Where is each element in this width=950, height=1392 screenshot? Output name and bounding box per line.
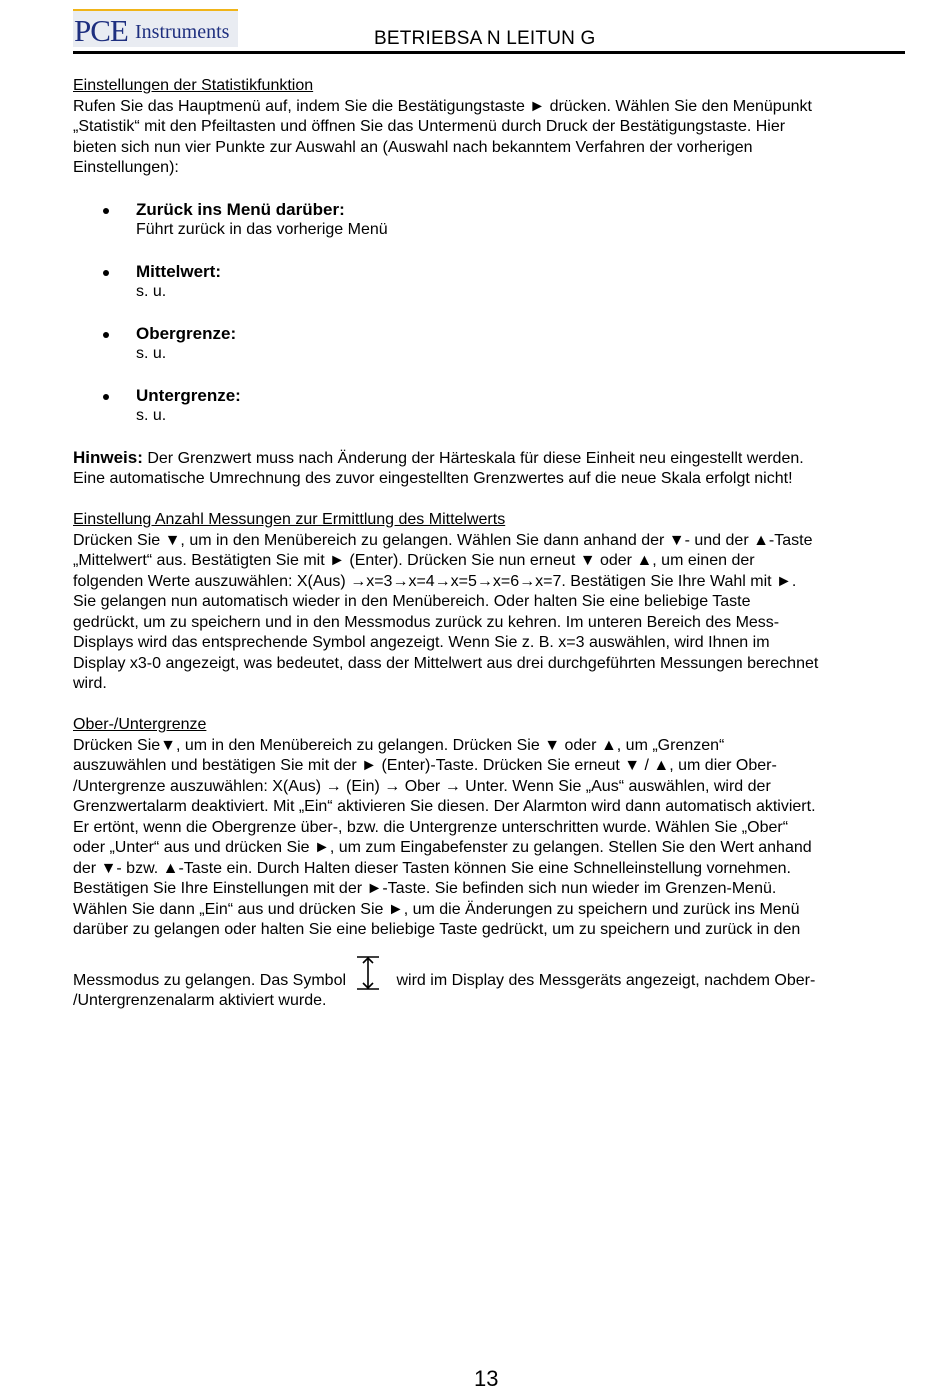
paragraph-line: wird. (73, 675, 107, 692)
paragraph-line: Displays wird das entsprechende Symbol angezeigt. Wenn Sie z. B. x=3 auswählen, wird Ihnen im (73, 634, 770, 651)
spacer (73, 695, 905, 716)
bullet-icon (103, 208, 109, 214)
paragraph-line: Grenzwertalarm deaktiviert. Mit „Ein“ aktivieren Sie diesen. Der Alarmton wird dann automatisch aktiviert. (73, 798, 816, 815)
hinweis-label: Hinweis: (73, 447, 143, 467)
paragraph-line: Wählen Sie dann „Ein“ aus und drücken Sie ►, um die Änderungen zu speichern und zurück ins Menü (73, 900, 800, 918)
paragraph-line: Einstellungen): (73, 159, 179, 176)
paragraph-line: Rufen Sie das Hauptmenü auf, indem Sie die Bestätigungstaste ► drücken. Wählen Sie den Menüpunkt (73, 97, 812, 115)
spacer (73, 490, 905, 511)
section-heading-grenze: Ober-/Untergrenze (73, 716, 207, 733)
section-heading-statistik: Einstellungen der Statistikfunktion (73, 77, 314, 94)
option-description: s. u. (136, 345, 167, 362)
section-heading-mittelwert: Einstellung Anzahl Messungen zur Ermittlung des Mittelwerts (73, 511, 506, 528)
paragraph-line: auszuwählen und bestätigen Sie mit der ► (Enter)-Taste. Drücken Sie erneut ▼ / ▲, um dier Ober- (73, 757, 777, 774)
symbol-text-after: wird im Display des Messgeräts angezeigt, nachdem Ober- (392, 971, 816, 989)
paragraph-line: „Mittelwert“ aus. Bestätigten Sie mit ► (Enter). Drücken Sie nun erneut ▼ oder ▲, um einen der (73, 552, 755, 569)
list-item (73, 262, 905, 303)
limit-range-icon (354, 955, 382, 991)
paragraph-line: Drücken Sie▼, um in den Menübereich zu gelangen. Drücken Sie ▼ oder ▲, um „Grenzen“ (73, 736, 725, 754)
bullet-icon (103, 332, 109, 338)
paragraph-line: /Untergrenze auszuwählen: X(Aus) → (Ein) → Ober → Unter. Wenn Sie „Aus“ auswählen, wird der (73, 777, 771, 795)
paragraph-line: folgenden Werte auszuwählen: X(Aus) →x=3→x=4→x=5→x=6→x=7. Bestätigen Sie Ihre Wahl mit ►. (73, 572, 797, 590)
paragraph-line: Bestätigen Sie Ihre Einstellungen mit der ►-Taste. Sie befinden sich nun wieder im Grenzen-Menü. (73, 880, 777, 897)
statistik-options-list (73, 200, 905, 427)
hinweis-note (73, 448, 905, 470)
header-divider (73, 51, 905, 54)
symbol-sentence (73, 955, 905, 992)
page-number: 13 (474, 1366, 499, 1391)
paragraph-line: „Statistik“ mit den Pfeiltasten und öffnen Sie das Untermenü durch Druck der Bestätigungstaste. Hier (73, 118, 786, 135)
paragraph-line: oder „Unter“ aus und drücken Sie ►, um zum Eingabefenster zu gelangen. Stellen Sie den Wert anhand (73, 839, 812, 856)
bullet-icon (103, 270, 109, 276)
logo-pce-text: PCE (74, 13, 128, 48)
list-item (73, 200, 905, 241)
page-content (73, 76, 905, 1012)
paragraph-line: der ▼- bzw. ▲-Taste ein. Durch Halten dieser Tasten können Sie eine Schnelleinstellung vornehmen. (73, 859, 791, 877)
option-description: s. u. (136, 407, 167, 424)
symbol-text-before: Messmodus zu gelangen. Das Symbol (73, 971, 347, 989)
hinweis-text-2: Eine automatische Umrechnung des zuvor eingestellten Grenzwertes auf die neue Skala erfolgt nicht! (73, 470, 793, 487)
option-title: Mittelwert: (136, 261, 221, 281)
logo-instruments-text: Instruments (135, 21, 230, 43)
paragraph-line: Drücken Sie ▼, um in den Menübereich zu gelangen. Wählen Sie dann anhand der ▼- und der ▲-Taste (73, 531, 813, 549)
option-title: Untergrenze: (136, 385, 241, 405)
paragraph-line: Display x3-0 angezeigt, was bedeutet, dass der Mittelwert aus drei durchgeführten Messungen berechnet (73, 654, 819, 672)
option-description: Führt zurück in das vorherige Menü (136, 221, 388, 238)
list-item (73, 324, 905, 365)
pce-instruments-logo (73, 9, 238, 47)
option-title: Zurück ins Menü darüber: (136, 199, 345, 219)
paragraph-line: Er ertönt, wenn die Obergrenze über-, bzw. die Untergrenze unterschritten wurde. Wählen Sie „Ober“ (73, 818, 789, 836)
option-title: Obergrenze: (136, 323, 237, 343)
paragraph-line: gedrückt, um zu speichern und in den Messmodus zurück zu kehren. Im unteren Bereich des Mess- (73, 613, 780, 631)
paragraph-line: darüber zu gelangen oder halten Sie eine beliebige Taste gedrückt, um zu speichern und zurück in den (73, 921, 801, 938)
document-title: BETRIEBSA N LEITUN G (374, 28, 596, 49)
paragraph-line: bieten sich nun vier Punkte zur Auswahl an (Auswahl nach bekanntem Verfahren der vorherigen (73, 138, 753, 156)
hinweis-text: Der Grenzwert muss nach Änderung der Härteskala für diese Einheit neu eingestellt werden. (142, 449, 804, 467)
option-description: s. u. (136, 283, 167, 300)
paragraph-line: Sie gelangen nun automatisch wieder in den Menübereich. Oder halten Sie eine beliebige Taste (73, 593, 751, 610)
bullet-icon (103, 394, 109, 400)
paragraph-line: /Untergrenzenalarm aktiviert wurde. (73, 992, 327, 1009)
list-item (73, 386, 905, 427)
